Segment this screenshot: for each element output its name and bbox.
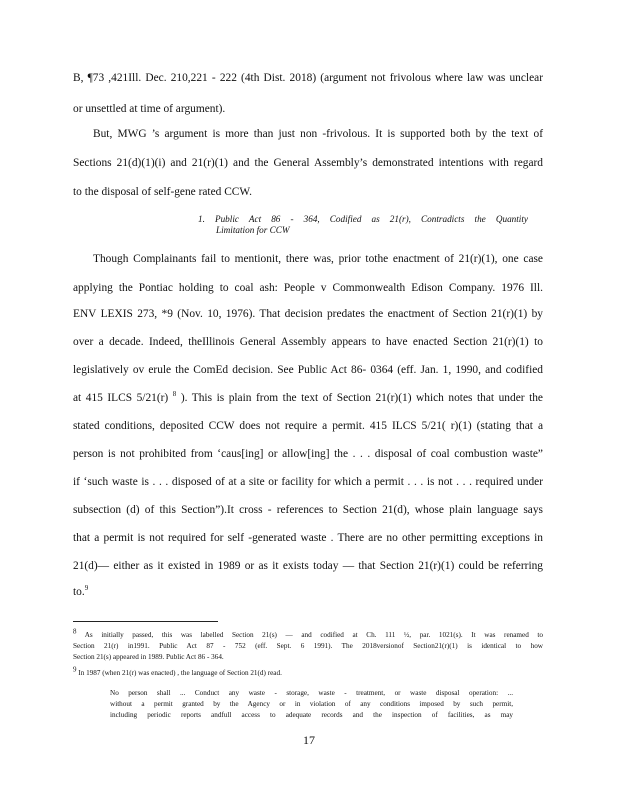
footnote-divider	[73, 621, 218, 622]
section-heading-line2: Limitation for CCW	[216, 225, 290, 235]
footnote-9-line	[73, 665, 543, 677]
body-line: ENV LEXIS 273, *9 (Nov. 10, 1976). That decision predates the enactment of Section 21(r)(1) by	[73, 308, 543, 320]
body-line: Though Complainants fail to mentionit, there was, prior tothe enactment of 21(r)(1), one case	[93, 253, 543, 265]
body-line: person is not prohibited from ‘caus[ing] or allow[ing] the . . . disposal of coal combustion waste”	[73, 448, 543, 460]
footnote-ref-9[interactable]: 9	[84, 584, 89, 593]
footnote-8-line: Section 21(r) in1991. Public Act 87 - 752 (eff. Sept. 6 1991). The 2018versionof Section21(r)(1) is identical to how	[73, 642, 543, 650]
footnote-text: As initially passed, this was labelled Section 21(s) — and codified at Ch. 111 ½, par. 1021(s). It was renamed to	[84, 631, 543, 639]
body-line: stated conditions, deposited CCW does not require a permit. 415 ILCS 5/21( r)(1) (stating that a	[73, 420, 543, 432]
body-text: at 415 ILCS 5/21(r)	[73, 392, 169, 404]
body-line: But, MWG ’s argument is more than just non -frivolous. It is supported both by the text of	[93, 128, 543, 140]
blockquote-line: including periodic reports andfull access to adequate records and the inspection of facilities, as may	[110, 711, 513, 719]
body-line: to the disposal of self-gene rated CCW.	[73, 186, 252, 198]
body-line: applying the Pontiac holding to coal ash: People v Commonwealth Edison Company. 1976 Ill.	[73, 282, 543, 294]
footnote-ref-8[interactable]: 8	[172, 390, 177, 399]
section-heading	[198, 214, 528, 235]
body-line: Sections 21(d)(1)(i) and 21(r)(1) and the General Assembly’s demonstrated intentions with regard	[73, 157, 543, 169]
body-line: that a permit is not required for self -generated waste . There are no other permitting exceptions in	[73, 532, 543, 544]
footnote-text: In 1987 (when 21(r) was enacted) , the language of Section 21(d) read.	[78, 669, 282, 677]
body-line: over a decade. Indeed, theIllinois General Assembly appears to have enacted Section 21(r)(1) to	[73, 336, 543, 348]
page-number: 17	[303, 733, 315, 747]
footnote-9-mark: 9	[73, 665, 77, 674]
body-line-with-footnote	[73, 392, 543, 404]
body-line: legislatively ov erule the ComEd decision. See Public Act 86- 0364 (eff. Jan. 1, 1990, and codified	[73, 364, 543, 376]
body-line: subsection (d) of this Section”).It cross - references to Section 21(d), whose plain language says	[73, 504, 543, 516]
body-line: if ‘such waste is . . . disposed of at a site or facility for which a permit . . . is not . . . required under	[73, 476, 543, 488]
body-line: 21(d)— either as it existed in 1989 or as it exists today — that Section 21(r)(1) could be referring	[73, 560, 543, 572]
blockquote-line: No person shall ... Conduct any waste - storage, waste - treatment, or waste disposal operation: ...	[110, 689, 513, 697]
footnote-8-mark: 8	[73, 627, 77, 636]
body-text: to.	[73, 586, 85, 598]
body-text: ). This is plain from the text of Section 21(r)(1) which notes that under the	[180, 392, 543, 404]
body-line-last	[73, 586, 543, 598]
body-line: B, ¶73 ,421Ill. Dec. 210,221 - 222 (4th Dist. 2018) (argument not frivolous where law was unclear	[73, 72, 543, 84]
blockquote-line: without a permit granted by the Agency or in violation of any conditions imposed by such permit,	[110, 700, 513, 708]
footnote-8-line: Section 21(s) appeared in 1989. Public Act 86 - 364.	[73, 653, 224, 661]
footnote-8-line	[73, 627, 543, 639]
section-heading-line1: 1. Public Act 86 - 364, Codified as 21(r), Contradicts the Quantity	[198, 214, 528, 224]
body-line: or unsettled at time of argument).	[73, 103, 226, 115]
